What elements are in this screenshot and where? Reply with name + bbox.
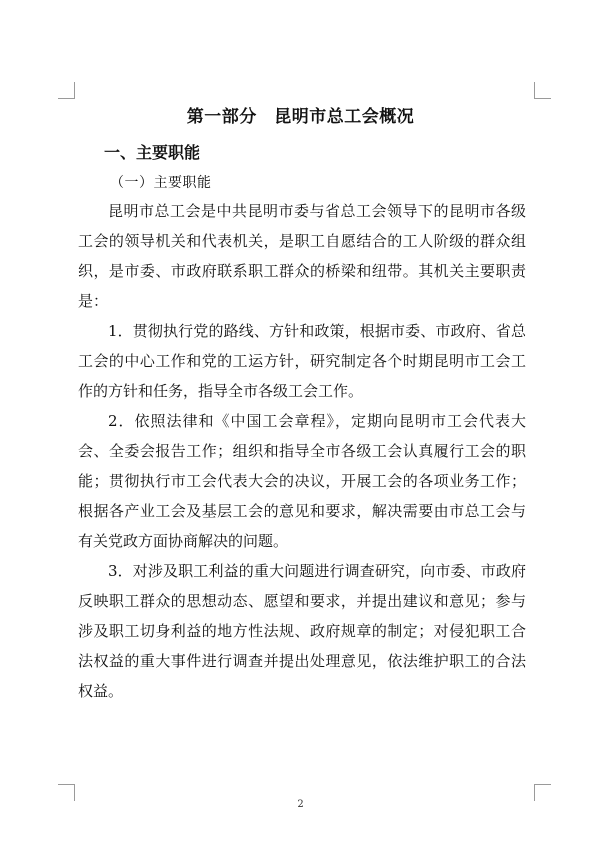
paragraph-duty-3: 3．对涉及职工利益的重大问题进行调查研究，向市委、市政府反映职工群众的思想动态、愿望和要求，并提出建议和意见；参与涉及职工切身利益的地方性法规、政府规章的制定；对侵犯职工合法权益的重大事件进行调查并提出处理意见，依法维护职工的合法权益。 xyxy=(78,562,526,700)
document-body xyxy=(78,196,526,706)
page-number: 2 xyxy=(297,799,304,810)
subsection-heading: （一）主要职能 xyxy=(110,175,212,191)
paragraph-intro: 昆明市总工会是中共昆明市委与省总工会领导下的昆明市各级工会的领导机关和代表机关，是职工自愿结合的工人阶级的群众组织，是市委、市政府联系职工群众的桥梁和纽带。其机关主要职责是： xyxy=(78,202,526,310)
paragraph-duty-1: 1．贯彻执行党的路线、方针和政策，根据市委、市政府、省总工会的中心工作和党的工运方针，研究制定各个时期昆明市工会工作的方针和任务，指导全市各级工会工作。 xyxy=(78,322,526,400)
section-heading: 一、主要职能 xyxy=(104,143,201,162)
paragraph-duty-2: 2．依照法律和《中国工会章程》，定期向昆明市工会代表大会、全委会报告工作；组织和指导全市各级工会认真履行工会的职能；贯彻执行市工会代表大会的决议，开展工会的各项业务工作；根据各产业工会及基层工会的意见和要求，解决需要由市总工会与有关党政方面协商解决的问题。 xyxy=(78,412,526,550)
crop-mark-top-left xyxy=(58,82,75,99)
crop-mark-top-right xyxy=(534,82,551,99)
document-title: 第一部分 昆明市总工会概况 xyxy=(186,107,415,127)
